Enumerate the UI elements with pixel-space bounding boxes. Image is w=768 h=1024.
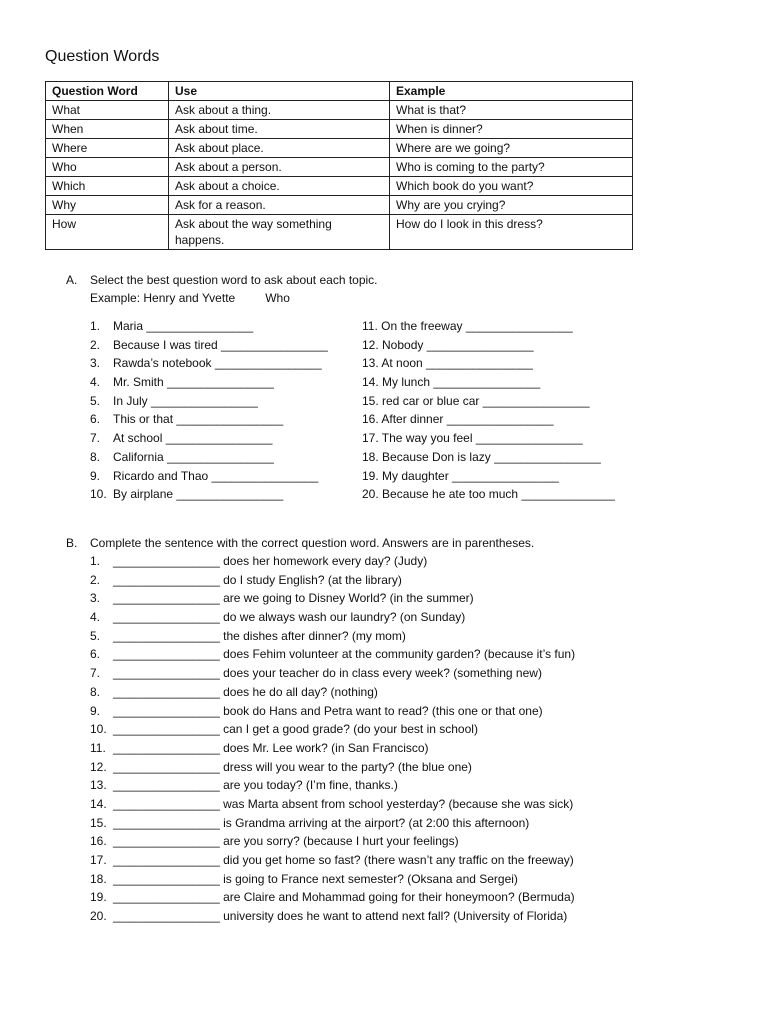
list-item (90, 888, 686, 907)
table-row (46, 158, 633, 177)
cell-use: Ask about a choice. (169, 177, 390, 196)
cell-use: Ask about a thing. (169, 101, 390, 120)
item-number: 3. (90, 356, 101, 371)
item-text: ________________ can I get a good grade? (do your best in school) (113, 722, 478, 737)
cell-example: Who is coming to the party? (390, 158, 633, 177)
item-number: 20. (90, 909, 107, 924)
header-example: Example (390, 82, 633, 101)
cell-word: Which (46, 177, 169, 196)
example-line (66, 289, 686, 307)
item-number: 5. (90, 393, 101, 408)
list-item (90, 851, 686, 870)
list-item (90, 571, 686, 590)
example-answer: Who (265, 291, 290, 305)
item-text: Maria ________________ (113, 319, 254, 333)
item-number: 1. (90, 554, 101, 568)
table-row (46, 196, 633, 215)
list-item: 18. Because Don is lazy ________________ (362, 449, 601, 464)
topic-column-left (66, 317, 362, 504)
item-number: 11. (90, 740, 106, 755)
header-use: Use (169, 82, 390, 101)
list-item: 12. Nobody ________________ (362, 337, 534, 352)
cell-example: When is dinner? (390, 120, 633, 139)
item-text: ________________ do we always wash our laundry? (on Sunday) (113, 610, 466, 625)
list-item (90, 317, 362, 336)
cell-example: Which book do you want? (390, 177, 633, 196)
item-number: 7. (90, 666, 101, 681)
item-text: California ________________ (113, 449, 274, 464)
section-letter: B. (66, 536, 78, 550)
item-text: ________________ is Grandma arriving at the airport? (at 2:00 this afternoon) (113, 815, 530, 830)
list-item (90, 552, 686, 571)
item-text: ________________ the dishes after dinner? (my mom) (113, 628, 406, 643)
item-number: 10. (90, 722, 107, 737)
list-item (90, 702, 686, 721)
list-item (90, 354, 362, 373)
item-text: ________________ are you today? (I’m fine, thanks.) (113, 778, 398, 793)
list-item: 15. red car or blue car ________________ (362, 393, 590, 408)
header-question-word: Question Word (46, 82, 169, 101)
table-row (46, 139, 633, 158)
item-text: ________________ are you sorry? (because I hurt your feelings) (113, 834, 459, 849)
list-item (90, 683, 686, 702)
cell-word: Where (46, 139, 169, 158)
item-text: ________________ does your teacher do in class every week? (something new) (113, 666, 542, 681)
cell-use: Ask about time. (169, 120, 390, 139)
cell-example: Where are we going? (390, 139, 633, 158)
item-text: Because I was tired ________________ (113, 337, 328, 352)
list-item: 13. At noon ________________ (362, 356, 533, 371)
page-title: Question Words (45, 48, 160, 65)
item-number: 8. (90, 449, 101, 464)
sentence-list (66, 552, 686, 926)
list-item (90, 467, 362, 486)
item-number: 8. (90, 684, 101, 699)
item-number: 13. (90, 778, 107, 793)
cell-word: Why (46, 196, 169, 215)
list-item (90, 429, 362, 448)
list-item (90, 627, 686, 646)
list-item (90, 720, 686, 739)
item-text: ________________ does her homework every day? (Judy) (113, 554, 428, 568)
section-letter: A. (66, 273, 78, 287)
item-number: 2. (90, 572, 101, 587)
list-item (90, 336, 362, 355)
item-number: 5. (90, 628, 101, 643)
list-item (90, 739, 686, 758)
example-label: Example: Henry and Yvette (90, 291, 236, 305)
item-text: ________________ are Claire and Mohammad going for their honeymoon? (Bermuda) (113, 890, 575, 905)
cell-use: Ask about place. (169, 139, 390, 158)
cell-word: How (46, 215, 169, 250)
table-row (46, 177, 633, 196)
cell-use: Ask about a person. (169, 158, 390, 177)
item-text: Mr. Smith ________________ (113, 375, 274, 390)
item-number: 7. (90, 431, 101, 446)
cell-word: Who (46, 158, 169, 177)
list-item (90, 448, 362, 467)
item-text: ________________ dress will you wear to the party? (the blue one) (113, 759, 472, 774)
list-item (90, 832, 686, 851)
item-number: 3. (90, 591, 101, 606)
list-item (90, 870, 686, 889)
item-text: This or that ________________ (113, 412, 284, 427)
cell-example: How do I look in this dress? (390, 215, 633, 250)
list-item: 16. After dinner ________________ (362, 412, 554, 427)
list-item (90, 608, 686, 627)
item-text: ________________ are we going to Disney World? (in the summer) (113, 591, 474, 606)
item-text: Rawda’s notebook ________________ (113, 356, 322, 371)
item-number: 19. (90, 890, 107, 905)
table-row (46, 120, 633, 139)
question-words-table (45, 81, 633, 250)
list-item (90, 758, 686, 777)
item-text: ________________ does Mr. Lee work? (in San Francisco) (113, 740, 429, 755)
item-number: 6. (90, 412, 101, 427)
item-number: 18. (90, 871, 107, 886)
item-number: 4. (90, 610, 101, 625)
topic-column-right (362, 317, 652, 504)
cell-word: What (46, 101, 169, 120)
list-item (90, 392, 362, 411)
list-item: 17. The way you feel ________________ (362, 431, 583, 446)
item-text: ________________ did you get home so fast? (there wasn’t any traffic on the freeway) (113, 853, 574, 867)
list-item (90, 373, 362, 392)
section-a (66, 271, 686, 504)
section-b-heading (66, 534, 686, 552)
item-number: 6. (90, 647, 101, 662)
item-text: ________________ does he do all day? (nothing) (113, 684, 378, 699)
item-number: 9. (90, 468, 101, 483)
list-item (90, 589, 686, 608)
cell-use: Ask about the way something happens. (169, 215, 390, 250)
item-text: ________________ university does he want to attend next fall? (University of Florida) (113, 909, 568, 924)
list-item (90, 814, 686, 833)
section-instruction: Select the best question word to ask about each topic. (90, 273, 378, 287)
item-text: In July ________________ (113, 393, 258, 408)
item-number: 12. (90, 759, 107, 774)
list-item (90, 645, 686, 664)
table-row (46, 215, 633, 250)
item-text: ________________ do I study English? (at the library) (113, 572, 402, 587)
cell-word: When (46, 120, 169, 139)
cell-example: Why are you crying? (390, 196, 633, 215)
cell-example: What is that? (390, 101, 633, 120)
item-number: 17. (90, 853, 107, 867)
list-item: 11. On the freeway ________________ (362, 319, 573, 333)
item-text: ________________ is going to France next semester? (Oksana and Sergei) (113, 871, 518, 886)
item-number: 16. (90, 834, 107, 849)
section-instruction: Complete the sentence with the correct question word. Answers are in parentheses. (90, 536, 535, 550)
item-text: Ricardo and Thao ________________ (113, 468, 319, 483)
list-item (90, 410, 362, 429)
list-item (90, 664, 686, 683)
table-row (46, 101, 633, 120)
list-item (90, 907, 686, 926)
section-a-heading (66, 271, 686, 289)
item-number: 10. (90, 487, 107, 502)
item-number: 4. (90, 375, 101, 390)
item-text: ________________ was Marta absent from school yesterday? (because she was sick) (113, 796, 574, 811)
cell-use: Ask for a reason. (169, 196, 390, 215)
item-text: At school ________________ (113, 431, 273, 446)
table-header-row (46, 82, 633, 101)
item-number: 14. (90, 796, 107, 811)
list-item: 19. My daughter ________________ (362, 468, 559, 483)
list-item (90, 776, 686, 795)
item-number: 1. (90, 319, 101, 333)
item-number: 9. (90, 703, 101, 718)
item-number: 2. (90, 337, 101, 352)
list-item: 14. My lunch ________________ (362, 375, 541, 390)
item-number: 15. (90, 815, 107, 830)
item-text: ________________ book do Hans and Petra want to read? (this one or that one) (113, 703, 543, 718)
item-text: ________________ does Fehim volunteer at the community garden? (because it’s fun) (113, 647, 576, 662)
list-item (90, 795, 686, 814)
item-text: By airplane ________________ (113, 487, 284, 502)
list-item (90, 485, 362, 504)
list-item: 20. Because he ate too much ______________ (362, 487, 615, 502)
section-b (66, 534, 686, 926)
topic-columns (66, 317, 686, 504)
